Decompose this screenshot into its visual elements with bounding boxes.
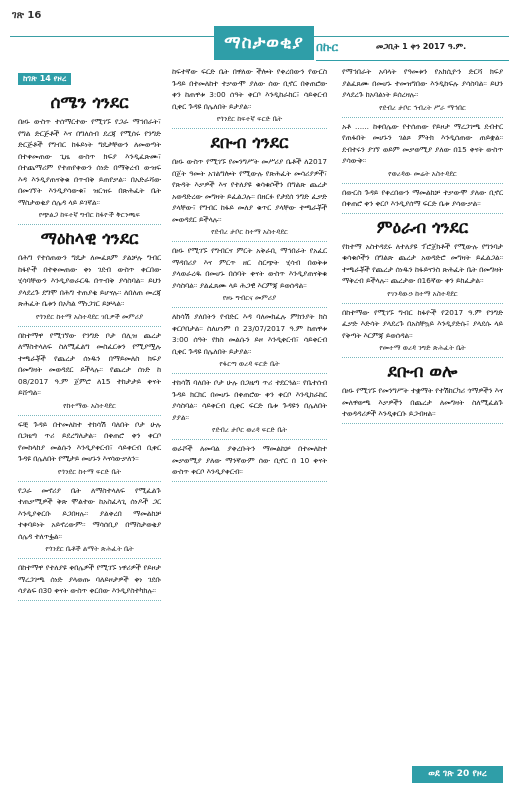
notice-text: በውርስ ጉዳይ የቀረበውን ማመልከቻ ተቃውሞ ያለው ቢኖር በቀጠሮ ቀን ቀርቦ እንዲያሰማ ፍርድ ቤቱ ያሳውቃል።	[342, 187, 503, 208]
notice-signature: የመተማ ወረዳ ንግድ ጽሕፈት ቤት	[379, 344, 466, 352]
notice-signature: የጎንደር ቤቶች ልማት ጽሕፈት ቤት	[45, 545, 134, 553]
notice-block	[342, 218, 503, 304]
notice-divider	[18, 600, 161, 601]
notice-text: ለከሳሽ ያለበትን የብድር እዳ ባለመክፈሉ ምክንያት ክስ ቀርቦበታል። ስለሆነም በ 23/07/2017 ዓ.ም ከጠዋቱ 3:00 ሰዓት የክስ መልሱን ይዞ እንዲቀርብ፣ ሳይቀርብ ቢቀር ጉዳዩ በሌለበት ይታያል።	[172, 312, 327, 356]
notice-signature: የደብረ ታቦር ኅብረት ሥራ ማኅበር	[379, 103, 466, 112]
notice-text: አቶ ...... ከቀበሌው የተሰጠው የይዞታ ማረጋገጫ ደብተር የጠፋበት መሆኑን ገልጾ ምትክ እንዲሰጠው ጠይቋል። ደብተሩን ያገኘ ወይም መቃወሚያ ያለው በ15 ቀናት ውስጥ ያሳውቅ።	[342, 121, 503, 165]
notice-block	[172, 66, 327, 129]
notice-divider	[18, 224, 161, 225]
notice-text: በዞኑ ውስጥ ተሰማርተው የሚገኙ የጋራ ማኅበራት፣ የግል ድርጅቶች እና በግለሰብ ደረጃ የሚሰሩ የንግድ ድርጅቶች የግብር ከፋይነት ግዴታቸውን ለመወጣት በተቀመጠው ጊዜ ውስጥ ክፍያ እንዲፈጽሙ፣ በተጨማሪም የተጠየቀውን ሰነድ በማቅረብ ውዝፍ እዳ እንዲያጠናቅቁ በጥብቅ ይጠየቃል። በአድራሻው በመገኘት እንዲያሳውቁ፣ ዝርዝሩ በጽሕፈት ቤት ማስታወቂያ ሰሌዳ ላይ ይገኛል።	[18, 117, 161, 207]
notice-signature: የዞኑ ግብርና መምሪያ	[222, 294, 277, 302]
notice-text: ወራሾች ለመባል ያቀረቡትን ማመልከቻ በተመለከተ መቃወሚያ ያለው ማንኛውም ሰው ቢኖር በ 10 ቀናት ውስጥ ቀርቦ እንዲያቀርብ።	[172, 444, 327, 476]
notice-divider	[18, 558, 161, 559]
notice-text: በከተማው የሚገኙ ግብር ከፋዮች የ2017 ዓ.ም የንግድ ፈቃድ እድሳት ያላደረጉ በአስቸኳይ እንዲያድሱ፣ ያላደሱ ላይ የቅጣት እርምጃ ይወሰዳል።	[342, 307, 503, 340]
notice-text: የማኅበራት አባላት የዓመቱን የአክሲዮን ድርሻ ክፍያ ያልፈጸሙ በመሆኑ ተመዝግበው እንዲከፍሉ ያሳስባል። ይህን ያላደረጉ ከአባልነት ይሰረዛሉ።	[342, 67, 503, 99]
notice-signature: የጎንደር ከተማ አስተዳደር ገቢዎች መምሪያ	[35, 312, 144, 321]
notice-divider	[18, 326, 161, 327]
notice-divider	[342, 423, 503, 424]
page-number: ገጽ 16	[12, 10, 42, 21]
notice-signature: የጭልጋ ከፍተኛ ግብር ከፋዮች ቅርንጫፍ	[38, 211, 141, 219]
notice-text: በዞኑ የሚገኙ የመንግሥት ተቋማት የተሽከርካሪ ጎማዎችን እና መለዋወጫ እቃዎችን በጨረታ ለመግዛት ስለሚፈልጉ ተወዳዳሪዎች እንዲቀርቡ ይጋብዛል።	[342, 386, 503, 418]
notice-text: በከተማዋ የሚገኘው የንግድ ቦታ በሊዝ ጨረታ ለማስተላለፍ ስለሚፈልግ መስፈርቱን የሚያሟሉ ተጫራቾች የጨረታ ሰነዱን በማይመለስ ክፍያ በመግዛት መወዳደር ይችላሉ። የጨረታ ሰነድ ከ 08/2017 ዓ.ም ጀምሮ ለ15 ተከታታይ ቀናት ይሸጣል።	[18, 330, 161, 397]
notice-text: የጋራ መኖሪያ ቤት ለማስተላለፍ የሚፈልጉ ተጠቃሚዎች ቅጽ ሞልተው ከአስፈላጊ ሰነዶች ጋር እንዲያቀርቡ ይጋበዛሉ። ያልቀረበ ማመልከቻ ተቀባይነት አይኖረውም። ማሳሰቢያ በማስታወቂያ ሰሌዳ ተለጥፏል።	[18, 485, 161, 541]
column-2	[172, 66, 327, 778]
notice-block	[342, 187, 503, 214]
issue-date: መጋቢት 1 ቀን 2017 ዓ.ም.	[376, 42, 467, 51]
notice-signature: የገንዳውኃ ከተማ አስተዳደር	[387, 289, 458, 298]
notice-signature: የደብረ ታቦር ወረዳ ፍርድ ቤት	[212, 426, 287, 434]
notice-block	[18, 229, 161, 327]
notice-divider	[172, 307, 327, 308]
notice-divider	[18, 481, 161, 482]
notice-block	[342, 307, 503, 359]
notice-text: በከተማዋ የተለያዩ ቀበሌዎች የሚገኙ ነዋሪዎች የይዞታ ማረጋገጫ ሰነድ ያላወጡ ባለይዞታዎች ቀነ ገደቡ ሳያልፍ በ30 ቀናት ውስጥ ቀርበው እንዲያስተካክሉ።	[18, 563, 161, 595]
masthead-title: ማስታወቂያ	[214, 26, 314, 60]
notice-block	[18, 330, 161, 416]
notice-divider	[172, 241, 327, 242]
notice-text: ከፍተኛው ፍርድ ቤት በዋለው ችሎት የቀረበውን የውርስ ጉዳይ በተመለከተ ተቃውሞ ያለው ሰው ቢኖር በቀጠሮው ቀን ከጠዋቱ 3:00 ሰዓት ቀርቦ እንዲከራከር፣ ሳይቀርብ ቢቀር ጉዳዩ በሌለበት ይታያል።	[172, 67, 327, 111]
notice-divider	[342, 303, 503, 304]
notice-block	[18, 93, 161, 225]
notice-text: በሕግ የተሰጠውን ግዴታ ለመፈጸም ያልቻሉ ግብር ከፋዮች በተቀመጠው ቀነ ገደብ ውስጥ ቀርበው ሂሳባቸውን እንዲያወራርዱ በጥብቅ ያሳስባል። ይህን ያላደረጉ ደግሞ በሕግ ተጠያቂ ይሆናሉ። ለበለጠ መረጃ ጽሕፈት ቤቱን በአካል ማነጋገር ይቻላል።	[18, 253, 161, 308]
notice-block	[342, 121, 503, 184]
notice-text: በዞኑ ውስጥ የሚገኙ የመንግሥት መሥሪያ ቤቶች ለ2017 በጀት ዓመት አገልግሎት የሚውሉ የጽሕፈት መሳሪያዎች፣ የጽዳት እቃዎች እና የተለያዩ ቁሳቁሶችን በግልጽ ጨረታ አወዳድረው መግዛት ይፈልጋሉ። በዘርፉ የታደሰ ንግድ ፈቃድ ያላቸው፣ የግብር ከፋይ መለያ ቁጥር ያላቸው ተጫራቾች መወዳደር ይችላሉ።	[172, 157, 327, 224]
notice-block	[18, 562, 161, 601]
notice-block	[172, 443, 327, 482]
notice-block	[342, 66, 503, 118]
notice-block	[172, 311, 327, 374]
notice-signature: የጎንደር ከተማ ፍርድ ቤት	[57, 467, 122, 476]
column-1	[18, 66, 161, 778]
notice-text: የከተማ አስተዳደሩ ለተለያዩ ፕሮጀክቶች የሚውሉ የግንባታ ቁሳቁሶችን በግልጽ ጨረታ አወዳድሮ መግዛት ይፈልጋል። ተጫራቾች የጨረታ ሰነዱን ከፋይናንስ ጽሕፈት ቤት በመግዛት ማቅረብ ይችላሉ። ጨረታው በ16ኛው ቀን ይከፈታል።	[342, 241, 503, 285]
notice-divider	[342, 117, 503, 118]
notice-block	[18, 485, 161, 560]
region-heading: ማዕከላዊ ጎንደር	[40, 229, 139, 249]
notice-text: ፍቺ ጉዳይ በተመለከተ ተከሳሽ ባለበት ቦታ ሁሉ በጋዜጣ ጥሪ ይደረግለታል። በቀጠሮ ቀን ቀርቦ የመከላከያ መልሱን እንዲያቀርብ፣ ሳይቀርብ ቢቀር ጉዳዩ በሌለበት የሚታይ መሆኑን እናሳውቃለን።	[18, 419, 161, 463]
continued-from-tag: ከገጽ 14 የዞረ	[18, 73, 71, 85]
region-heading: ምዕራብ ጎንደር	[376, 217, 469, 238]
date-strip	[316, 36, 509, 61]
notice-signature: የፋርጣ ወረዳ ፍርድ ቤት	[219, 360, 280, 368]
notice-signature: የደብረ ታቦር ከተማ አስተዳደር	[211, 228, 288, 236]
notice-text: ተከሳሽ ባለበት ቦታ ሁሉ በጋዜጣ ጥሪ ተደርጓል። የቤተሰብ ጉዳይ ክርክር በመሆኑ በቀጠሮው ቀን ቀርቦ እንዲከራከር ያሳስባል። ሳይቀርብ ቢቀር ፍርድ ቤቱ ጉዳዩን በሌለበት ያያል።	[172, 378, 327, 422]
notice-divider	[172, 128, 327, 129]
notice-divider	[18, 415, 161, 416]
notice-block	[172, 133, 327, 242]
notice-block	[342, 362, 503, 424]
notice-block	[18, 419, 161, 482]
notice-divider	[342, 183, 503, 184]
notice-signature: የወረዳው መሬት አስተዳደር	[388, 169, 457, 178]
notice-text: በዞኑ የሚገኙ የግብርና ምርት አቅራቢ ማኅበራት የአፈር ማዳበሪያ እና ምርጥ ዘር ስርጭት ሂሳብ በወቅቱ ያላወራረዱ በመሆኑ በሰባት ቀናት ውስጥ እንዲያጠናቅቁ ያሳስባል። ያልፈጸሙ ላይ ሕጋዊ እርምጃ ይወሰዳል።	[172, 246, 327, 290]
column-3	[342, 66, 503, 778]
notice-divider	[172, 439, 327, 440]
notice-divider	[172, 373, 327, 374]
notice-divider	[342, 357, 503, 358]
region-heading: ሰሜን ጎንደር	[50, 93, 129, 113]
region-heading: ደቡብ ጎንደር	[210, 133, 289, 153]
notice-divider	[172, 481, 327, 482]
notice-block	[172, 245, 327, 308]
paper-name: በኩር	[316, 40, 339, 54]
notice-block	[172, 377, 327, 440]
notice-divider	[342, 213, 503, 214]
region-heading: ደቡብ ወሎ	[387, 362, 458, 382]
continued-to-tag: ወደ ገጽ 20 የዞረ	[412, 766, 503, 783]
notice-signature: የከተማው አስተዳደር	[63, 401, 116, 410]
notice-signature: የጎንደር ከፍተኛ ፍርድ ቤት	[216, 115, 283, 123]
